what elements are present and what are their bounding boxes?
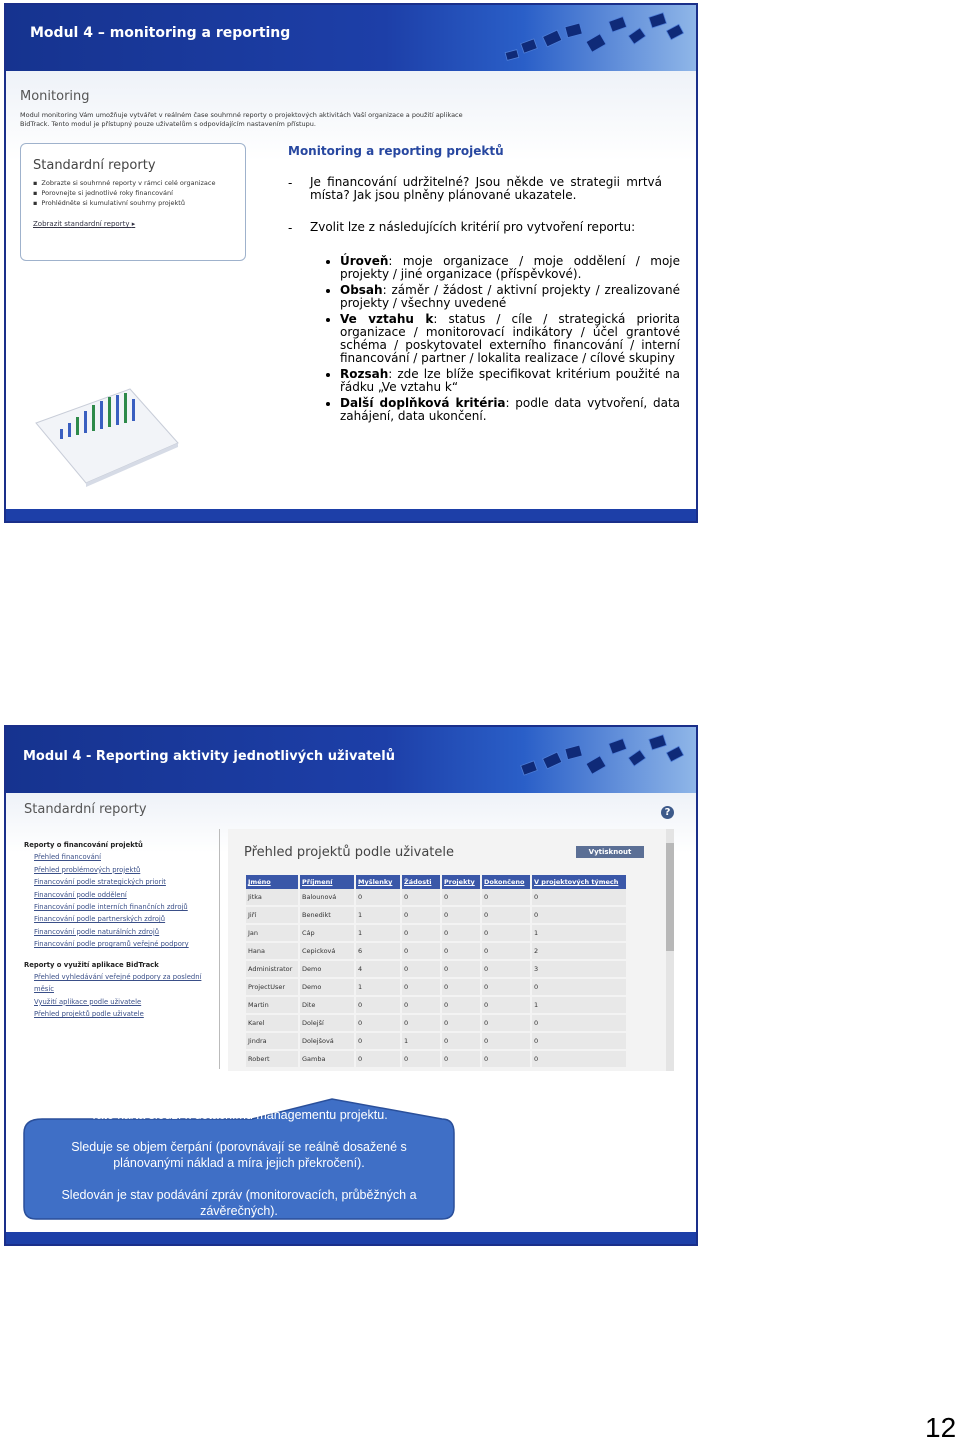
paragraph-sustainability: Je financování udržitelné? Jsou někde ve strategii mrtvá místa? Jak jsou plněny plánované ukazatele. [310,175,662,202]
table-row [246,943,626,961]
table-cell: 0 [482,997,530,1015]
table-cell: 1 [356,979,400,997]
table-cell: Karel [246,1015,298,1033]
table-cell: Gamba [300,1051,354,1069]
slide-header [6,5,696,71]
table-cell: Benedikt [300,907,354,925]
panel-title: Přehled projektů podle uživatele [244,845,455,860]
slide-footer-bar [6,1232,696,1244]
nav-link[interactable]: Financování podle interních finančních zdrojů [34,903,188,912]
nav-link[interactable]: Přehled financování [34,853,101,862]
table-cell: Balounová [300,889,354,907]
nav-group-heading: Reporty o financování projektů [24,841,143,849]
table-cell: 0 [356,1033,400,1051]
table-row [246,979,626,997]
table-cell: 1 [402,1033,440,1051]
slide-monitoring [4,3,698,523]
table-cell: 0 [402,979,440,997]
table-cell: 0 [442,1033,480,1051]
bar-chart-illustration-icon [30,383,180,487]
column-header[interactable]: Žádosti [402,875,440,889]
table-cell: 0 [402,943,440,961]
page-number: 12 [925,1412,957,1443]
nav-link[interactable]: Přehled problémových projektů [34,865,141,874]
table-cell: Demo [300,961,354,979]
table-cell: 2 [532,943,626,961]
table-cell: 0 [482,889,530,907]
table-cell: 0 [356,997,400,1015]
nav-link[interactable]: Financování podle naturálních zdrojů [34,927,160,936]
table-cell: Hana [246,943,298,961]
table-cell: 0 [356,1051,400,1069]
table-cell: 0 [482,979,530,997]
slide-footer-bar [6,509,696,521]
callout-line: Tato karta slouží k dotačnímu managementu projektu. [90,1108,388,1122]
callout-line: Sledován je stav podávání zpráv (monitorovacích, průběžných a závěrečných). [61,1188,417,1218]
table-cell: Dolejší [300,1015,354,1033]
standard-reports-title: Standardní reporty [33,158,156,173]
table-cell: Jitka [246,889,298,907]
dash-marker: - [288,176,293,190]
standard-reports-list [33,178,215,208]
table-cell: 0 [402,1015,440,1033]
report-panel [228,829,674,1071]
slide-header [6,727,696,793]
list-item: • Další doplňková kritéria: podle data vytvoření, data zahájení, data ukončení. [340,397,680,423]
table-cell: Robert [246,1051,298,1069]
table-cell: 0 [482,925,530,943]
table-cell: Demo [300,979,354,997]
column-header[interactable]: V projektových týmech [532,875,626,889]
table-cell: Administrator [246,961,298,979]
table-cell: Dolejšová [300,1033,354,1051]
nav-group-heading: Reporty o využití aplikace BidTrack [24,960,159,969]
nav-link[interactable]: Financování podle strategických priorit [34,878,166,887]
column-header[interactable]: Dokončeno [482,875,530,889]
table-row [246,907,626,925]
column-header[interactable]: Jméno [246,875,298,889]
list-item: ▪ Prohlédněte si kumulativní souhrny projektů [33,198,215,208]
slide-title: Modul 4 - Reporting aktivity jednotlivých uživatelů [23,749,395,764]
table-row [246,1015,626,1033]
table-cell: 0 [532,1051,626,1069]
chevron-right-icon: ▸ [131,220,136,228]
table-cell: 0 [482,961,530,979]
right-section-title: Monitoring a reporting projektů [288,144,504,158]
monitoring-description: Modul monitoring Vám umožňuje vytvářet v reálném čase souhrnné reporty o projektových aktivitách Vaší organizace a použití aplikace BidTrack. Tento modul je přístupný pouze uživatelům s odpovídajícím nastavením přístupu. [20,111,463,128]
paragraph-criteria-intro: Zvolit lze z následujících kritérií pro vytvoření reportu: [310,220,636,234]
table-cell: 0 [442,943,480,961]
table-cell: 1 [356,925,400,943]
print-button[interactable]: Vytisknout [576,846,644,858]
table-cell: Jindra [246,1033,298,1051]
list-item: • Ve vztahu k: status / cíle / strategická priorita organizace / monitorovací indikátory / účel grantové schéma / poskytovatel externího financování / interní financování / partner / lokalita realizace / cílové skupiny [340,313,680,365]
nav-link[interactable]: Přehled projektů podle uživatele [34,1010,144,1019]
table-cell: 0 [402,1051,440,1069]
table-cell: Martin [246,997,298,1015]
table-cell: 0 [482,943,530,961]
table-cell: 0 [442,907,480,925]
table-cell: 1 [356,907,400,925]
cubes-decoration-icon [502,733,692,785]
table-cell: 0 [356,1015,400,1033]
spacer [24,951,216,959]
table-cell: 0 [402,961,440,979]
slide-title: Modul 4 – monitoring a reporting [30,25,291,41]
report-navigation [24,839,216,1021]
table-cell: 0 [442,889,480,907]
column-header[interactable]: Příjmení [300,875,354,889]
column-header[interactable]: Myšlenky [356,875,400,889]
list-item: • Úroveň: moje organizace / moje oddělení / moje projekty / jiné organizace (příspěvkové). [340,255,680,281]
table-cell: 0 [532,1015,626,1033]
list-item: ▪ Zobrazte si souhrnné reporty v rámci celé organizace [33,178,215,188]
dash-marker: - [288,221,293,235]
help-icon[interactable]: ? [661,806,674,819]
nav-link[interactable]: Přehled vyhledávání veřejné podpory za poslední měsíc [34,973,202,994]
table-cell: ProjectUser [246,979,298,997]
table-cell: 0 [482,1015,530,1033]
table-cell: 0 [402,997,440,1015]
table-cell: 1 [532,997,626,1015]
table-cell: 0 [532,979,626,997]
table-cell: 0 [442,979,480,997]
table-cell: Dite [300,997,354,1015]
table-cell: 0 [356,889,400,907]
standard-reports-title: Standardní reporty [24,802,147,817]
user-projects-table [244,875,628,1069]
table-cell: 0 [482,907,530,925]
table-cell: 1 [532,925,626,943]
scrollbar-thumb[interactable] [666,843,674,951]
table-row [246,925,626,943]
table-cell: 0 [442,961,480,979]
nav-link[interactable]: Využití aplikace podle uživatele [34,997,142,1006]
list-item: • Rozsah: zde lze blíže specifikovat kritérium použité na řádku „Ve vztahu k“ [340,368,680,394]
table-cell: 0 [442,997,480,1015]
column-header[interactable]: Projekty [442,875,480,889]
table-cell: 0 [442,925,480,943]
table-cell: 4 [356,961,400,979]
table-cell: 0 [402,889,440,907]
table-cell: 0 [402,907,440,925]
table-cell: 6 [356,943,400,961]
table-cell: 0 [532,1033,626,1051]
show-standard-reports-link[interactable]: Zobrazit standardní reporty ▸ [33,220,136,228]
table-row [246,997,626,1015]
nav-link[interactable]: Financování podle programů veřejné podpory [34,940,189,949]
scrollbar[interactable] [666,829,674,1071]
standard-reports-box [20,143,246,261]
nav-link[interactable]: Financování podle partnerských zdrojů [34,915,166,924]
table-cell: 3 [532,961,626,979]
table-cell: Cáp [300,925,354,943]
divider [219,829,220,1069]
nav-link[interactable]: Financování podle oddělení [34,890,127,899]
table-cell: Jan [246,925,298,943]
slide-user-reporting [4,725,698,1246]
table-cell: 0 [402,925,440,943]
list-item: • Obsah: záměr / žádost / aktivní projekty / zrealizované projekty / všechny uvedené [340,284,680,310]
table-cell: 0 [442,1051,480,1069]
table-row [246,1051,626,1069]
table-cell: 0 [442,1015,480,1033]
table-cell: Cepicková [300,943,354,961]
table-cell: Jiří [246,907,298,925]
criteria-list [324,255,680,426]
table-row [246,1033,626,1051]
table-row [246,961,626,979]
callout-line: Sleduje se objem čerpání (porovnávají se reálně dosažené s plánovanými náklad a míra jejich překročení). [71,1140,407,1170]
cubes-decoration-icon [502,11,692,63]
monitoring-title: Monitoring [20,89,90,104]
table-row [246,889,626,907]
table-cell: 0 [482,1033,530,1051]
table-cell: 0 [482,1051,530,1069]
table-cell: 0 [532,889,626,907]
table-cell: 0 [532,907,626,925]
callout-text [36,1107,442,1235]
list-item: ▪ Porovnejte si jednotlivé roky financování [33,188,215,198]
